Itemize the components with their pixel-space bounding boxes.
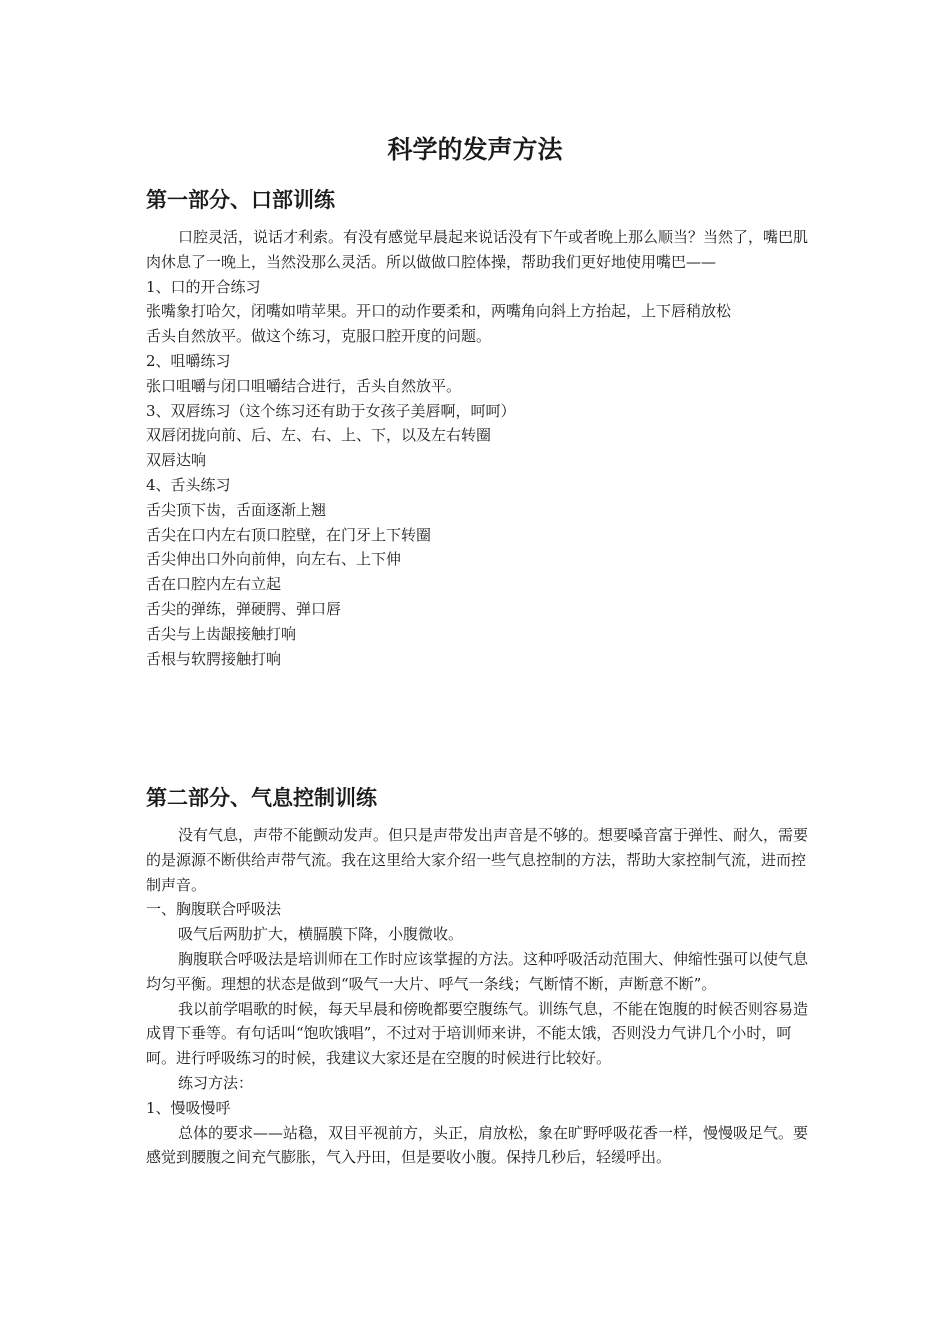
list-item: 舌根与软腭接触打响 — [146, 649, 282, 668]
subheading: 一、胸腹联合呼吸法 — [146, 900, 282, 919]
list-item: 双唇闭拢向前、后、左、右、上、下，以及左右转圈 — [146, 426, 492, 445]
paragraph: 吸气后两肋扩大，横膈膜下降，小腹微收。 — [178, 925, 464, 944]
list-item: 舌在口腔内左右立起 — [146, 575, 282, 594]
list-item: 3、双唇练习（这个练习还有助于女孩子美唇啊，呵呵） — [146, 401, 516, 420]
list-item: 4、舌头练习 — [146, 475, 231, 494]
list-item: 张口咀嚼与闭口咀嚼结合进行，舌头自然放平。 — [146, 376, 462, 395]
list-item: 舌头自然放平。做这个练习，克服口腔开度的问题。 — [146, 327, 492, 346]
paragraph: 总体的要求——站稳，双目平视前方，头正，肩放松，象在旷野呼吸花香一样，慢慢吸足气。要感觉到腰腹之间充气膨胀，气入丹田，但是要收小腹。保持几秒后，轻缓呼出。 — [146, 1123, 809, 1167]
list-item: 舌尖顶下齿，舌面逐渐上翘 — [146, 500, 327, 519]
paragraph-intro: 口腔灵活，说话才利索。有没有感觉早晨起来说话没有下午或者晚上那么顺当？当然了，嘴巴肌肉休息了一晚上，当然没那么灵活。所以做做口腔体操，帮助我们更好地使用嘴巴—— — [146, 228, 809, 271]
section-heading-breath-control: 第二部分、气息控制训练 — [146, 786, 377, 810]
section-mouth-training — [146, 225, 808, 671]
list-item: 张嘴象打哈欠，闭嘴如啃苹果。开口的动作要柔和，两嘴角向斜上方抬起，上下唇稍放松 — [146, 302, 732, 321]
list-item: 双唇达响 — [146, 451, 207, 470]
paragraph: 我以前学唱歌的时候，每天早晨和傍晚都要空腹练气。训练气息，不能在饱腹的时候否则容易造成胃下垂等。有句话叫“饱吹饿唱”，不过对于培训师来讲，不能太饿，否则没力气讲几个小时，呵呵。进行呼吸练习的时候，我建议大家还是在空腹的时候进行比较好。 — [146, 999, 809, 1068]
paragraph-intro: 没有气息，声带不能颤动发声。但只是声带发出声音是不够的。想要嗓音富于弹性、耐久，需要的是源源不断供给声带气流。我在这里给大家介绍一些气息控制的方法，帮助大家控制气流，进而控制声音。 — [146, 826, 809, 894]
list-item: 舌尖与上齿龈接触打响 — [146, 624, 297, 643]
section-breath-control — [146, 823, 808, 1170]
paragraph: 练习方法： — [178, 1073, 254, 1092]
list-item: 舌尖伸出口外向前伸，向左右、上下伸 — [146, 550, 402, 569]
list-item: 1、口的开合练习 — [146, 277, 261, 296]
paragraph: 胸腹联合呼吸法是培训师在工作时应该掌握的方法。这种呼吸活动范围大、伸缩性强可以使气息均匀平衡。理想的状态是做到“吸气一大片、呼气一条线；气断情不断，声断意不断”。 — [146, 949, 809, 993]
section-heading-mouth-training: 第一部分、口部训练 — [146, 188, 335, 212]
list-item: 2、咀嚼练习 — [146, 351, 231, 370]
subheading: 1、慢吸慢呼 — [146, 1098, 231, 1117]
list-item: 舌尖的弹练，弹硬腭、弹口唇 — [146, 599, 342, 618]
list-item: 舌尖在口内左右顶口腔壁，在门牙上下转圈 — [146, 525, 432, 544]
document-title: 科学的发声方法 — [387, 135, 563, 164]
